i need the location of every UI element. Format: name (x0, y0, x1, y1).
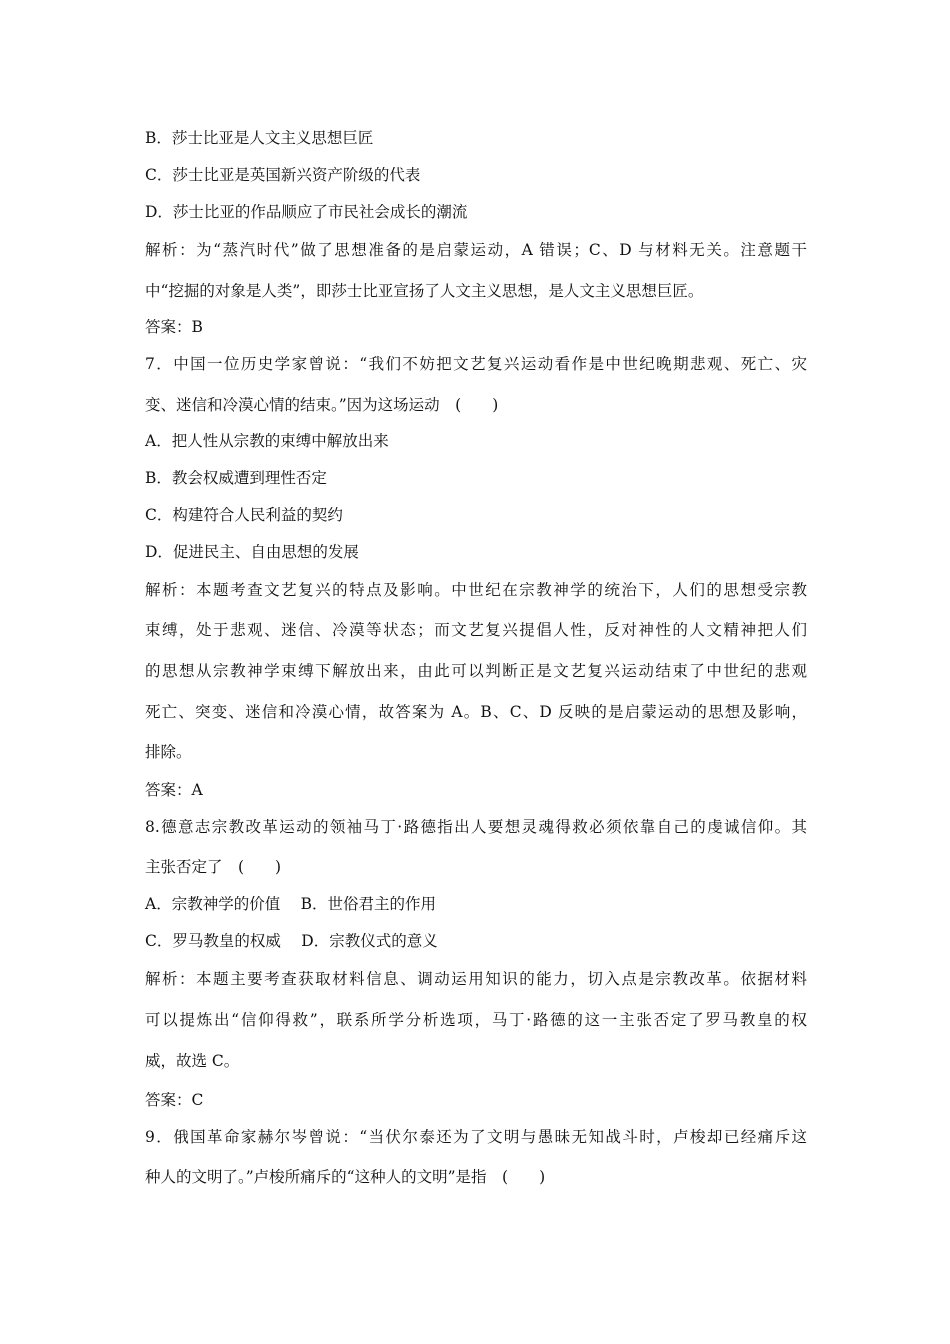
q6-analysis-line-1: 解析：为“蒸汽时代”做了思想准备的是启蒙运动，A 错误；C、D 与材料无关。注意题干 (145, 241, 807, 259)
q8-answer: 答案：C (145, 1091, 204, 1109)
q9-stem-line-2: 种人的文明了。”卢梭所痛斥的“这种人的文明”是指 ( ) (145, 1168, 546, 1186)
q8-options-line-1: A．宗教神学的价值 B．世俗君主的作用 (145, 895, 437, 913)
q7-option-d: D．促进民主、自由思想的发展 (145, 543, 359, 561)
q8-options-line-2: C．罗马教皇的权威 D．宗教仪式的意义 (145, 932, 438, 950)
q6-option-d: D．莎士比亚的作品顺应了市民社会成长的潮流 (145, 203, 468, 221)
q8-analysis-line-2: 可以提炼出“信仰得救”，联系所学分析选项，马丁·路德的这一主张否定了罗马教皇的权 (145, 1011, 807, 1029)
q6-option-c: C．莎士比亚是英国新兴资产阶级的代表 (145, 166, 421, 184)
q6-analysis-line-2: 中“挖掘的对象是人类”，即莎士比亚宣扬了人文主义思想，是人文主义思想巨匠。 (145, 282, 704, 300)
q9-stem-line-1: 9．俄国革命家赫尔岑曾说：“当伏尔泰还为了文明与愚昧无知战斗时，卢梭却已经痛斥这 (145, 1128, 807, 1146)
q7-analysis-line-2: 束缚，处于悲观、迷信、冷漠等状态；而文艺复兴提倡人性，反对神性的人文精神把人们 (145, 621, 807, 639)
q7-analysis-line-1: 解析：本题考查文艺复兴的特点及影响。中世纪在宗教神学的统治下，人们的思想受宗教 (145, 581, 807, 599)
q7-answer: 答案：A (145, 781, 203, 799)
q7-stem-line-2: 变、迷信和冷漠心情的结束。”因为这场运动 ( ) (145, 396, 499, 414)
q8-stem-line-1: 8.德意志宗教改革运动的领袖马丁·路德指出人要想灵魂得救必须依靠自己的虔诚信仰。其 (145, 818, 807, 836)
q7-option-b: B．教会权威遭到理性否定 (145, 469, 327, 487)
q8-stem-line-2: 主张否定了 ( ) (145, 858, 282, 876)
q7-analysis-line-5: 排除。 (145, 743, 192, 761)
q7-option-a: A．把人性从宗教的束缚中解放出来 (145, 432, 389, 450)
q7-analysis-line-3: 的思想从宗教神学束缚下解放出来，由此可以判断正是文艺复兴运动结束了中世纪的悲观 (145, 662, 807, 680)
q7-option-c: C．构建符合人民利益的契约 (145, 506, 343, 524)
q6-option-b: B．莎士比亚是人文主义思想巨匠 (145, 129, 374, 147)
q7-analysis-line-4: 死亡、突变、迷信和冷漠心情，故答案为 A。B、C、D 反映的是启蒙运动的思想及影响， (145, 703, 807, 721)
q6-answer: 答案：B (145, 318, 203, 336)
q7-stem-line-1: 7．中国一位历史学家曾说：“我们不妨把文艺复兴运动看作是中世纪晚期悲观、死亡、灾 (145, 355, 807, 373)
q8-analysis-line-3: 威，故选 C。 (145, 1052, 240, 1070)
q8-analysis-line-1: 解析：本题主要考查获取材料信息、调动运用知识的能力，切入点是宗教改革。依据材料 (145, 970, 807, 988)
